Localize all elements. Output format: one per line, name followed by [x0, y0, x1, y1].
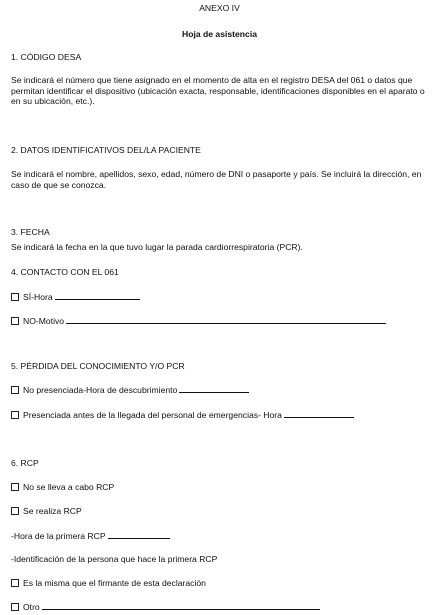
annex-label: ANEXO IV: [199, 3, 240, 13]
section-6-heading: 6. RCP: [11, 458, 39, 468]
section-3-text: Se indicará la fecha en la que tuvo lugar la parada cardiorrespiratoria (PCR).: [11, 242, 303, 252]
discovery-hour-field[interactable]: [179, 384, 249, 393]
no-cpr-label: No se lleva a cabo RCP: [23, 482, 115, 492]
contact-no-label: NO-Motivo: [23, 316, 65, 326]
section-1-heading: 1. CÓDIGO DESA: [11, 52, 82, 62]
first-cpr-hour-row: [11, 530, 170, 542]
witnessed-hour-field[interactable]: [284, 409, 354, 418]
first-cpr-hour-field[interactable]: [108, 530, 170, 539]
checkbox-icon[interactable]: [11, 603, 19, 611]
cpr-done-option[interactable]: [11, 506, 82, 517]
checkbox-icon[interactable]: [11, 293, 19, 301]
no-cpr-option[interactable]: [11, 482, 114, 493]
contact-yes-label: SÍ-Hora: [23, 292, 53, 302]
same-as-signer-option[interactable]: [11, 578, 206, 589]
checkbox-icon[interactable]: [11, 579, 19, 587]
checkbox-icon[interactable]: [11, 483, 19, 491]
witnessed-label: Presenciada antes de la llegada del personal de emergencias- Hora: [23, 410, 282, 420]
not-witnessed-option[interactable]: [11, 384, 249, 396]
other-person-label: Otro: [23, 602, 40, 612]
checkbox-icon[interactable]: [11, 411, 19, 419]
first-cpr-person-label: -Identificación de la persona que hace la primera RCP: [11, 554, 218, 564]
not-witnessed-label: No presenciada-Hora de descubrimiento: [23, 385, 178, 395]
checkbox-icon[interactable]: [11, 386, 19, 394]
contact-yes-option[interactable]: [11, 291, 140, 303]
checkbox-icon[interactable]: [11, 507, 19, 515]
section-1-text: Se indicará el número que tiene asignado en el momento de alta en el registro DESA del 061 o datos que permitan identificar el dispositivo (ubicación exacta, responsable, identificaciones disponibles en el aparato o en su ubicación, etc.).: [11, 75, 425, 107]
contact-no-reason-field[interactable]: [66, 315, 386, 324]
section-4-heading: 4. CONTACTO CON EL 061: [11, 267, 119, 277]
contact-no-option[interactable]: [11, 315, 386, 327]
same-as-signer-label: Es la misma que el firmante de esta declaración: [23, 578, 206, 588]
section-2-heading: 2. DATOS IDENTIFICATIVOS DEL/LA PACIENTE: [11, 145, 201, 155]
section-3-heading: 3. FECHA: [11, 227, 50, 237]
cpr-done-label: Se realiza RCP: [23, 506, 82, 516]
other-person-field[interactable]: [42, 601, 320, 610]
first-cpr-hour-label: -Hora de la primera RCP: [11, 531, 106, 541]
checkbox-icon[interactable]: [11, 317, 19, 325]
contact-yes-hour-field[interactable]: [55, 291, 140, 300]
section-5-heading: 5. PÉRDIDA DEL CONOCIMIENTO Y/O PCR: [11, 361, 185, 371]
section-2-text: Se indicará el nombre, apellidos, sexo, edad, número de DNI o pasaporte y país. Se incluirá la dirección, en caso de que se conozca.: [11, 169, 422, 190]
witnessed-option[interactable]: [11, 409, 354, 421]
other-person-option[interactable]: [11, 601, 320, 613]
document-title: Hoja de asistencia: [182, 29, 257, 39]
